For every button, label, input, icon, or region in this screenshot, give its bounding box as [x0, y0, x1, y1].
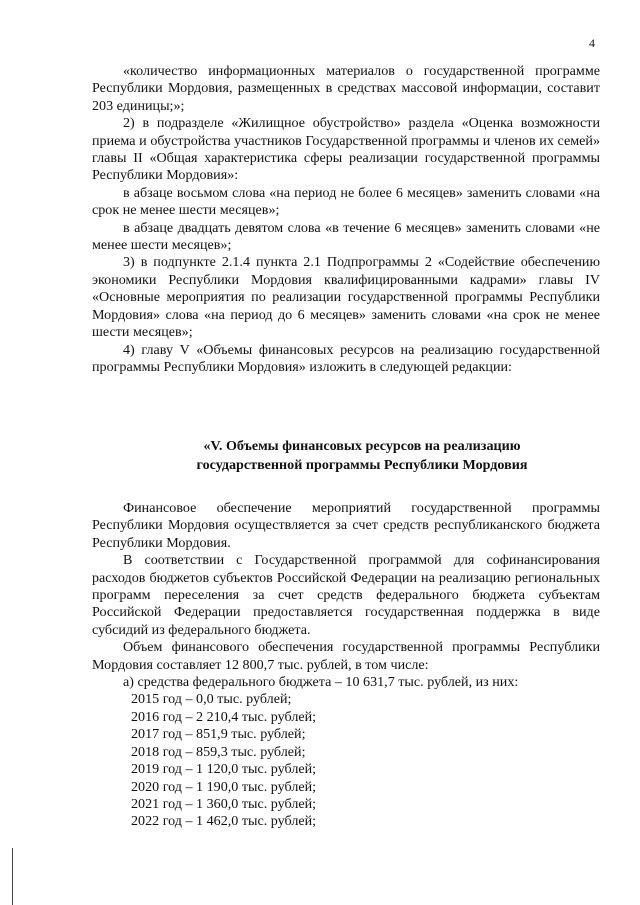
paragraph-abzac-8: в абзаце восьмом слова «на период не более 6 месяцев» заменить словами «на срок не менее шести месяцев»; [92, 184, 600, 219]
federal-budget-line: а) средства федерального бюджета – 10 631,7 тыс. рублей, из них: [123, 674, 519, 691]
section-heading-line-1: «V. Объемы финансовых ресурсов на реализацию [203, 438, 521, 454]
document-body-top [92, 63, 600, 376]
paragraph-cofinancing: В соответствии с Государственной программой для софинансирования расходов бюджетов субъектов Российской Федерации на реализацию региональных программ переселения за счет средств федерального бюджета субъектам Российской Федерации предоставляется государственная поддержка в виде субсидий из федерального бюджета. [92, 552, 600, 638]
list-item: 2016 год – 2 210,4 тыс. рублей; [131, 708, 317, 725]
list-item: 2015 год – 0,0 тыс. рублей; [131, 691, 292, 708]
page-number: 4 [589, 36, 595, 50]
list-item: 2017 год – 851,9 тыс. рублей; [131, 726, 306, 743]
paragraph-quote-info-materials: «количество информационных материалов о государственной программе Республики Мордовия, размещенных в средствах массовой информации, составит 203 единицы;»; [92, 63, 600, 114]
paragraph-item-2: 2) в подразделе «Жилищное обустройство» раздела «Оценка возможности приема и обустройства участников Государственной программы и членов их семей» главы II «Общая характеристика сферы реализации государственной программы Республики Мордовия»: [92, 115, 600, 184]
list-item: 2019 год – 1 120,0 тыс. рублей; [131, 761, 317, 778]
document-body-bottom [92, 500, 600, 831]
section-heading [92, 437, 632, 475]
list-item: 2018 год – 859,3 тыс. рублей; [131, 743, 306, 760]
paragraph-item-4: 4) главу V «Объемы финансовых ресурсов на реализацию государственной программы Республики Мордовия» изложить в следующей редакции: [92, 341, 600, 375]
scan-margin-line [12, 848, 13, 905]
paragraph-total-volume: Объем финансового обеспечения государственной программы Республики Мордовия составляет 12 800,7 тыс. рублей, в том числе: [92, 639, 600, 673]
paragraph-financing: Финансовое обеспечение мероприятий государственной программы Республики Мордовия осуществляется за счет средств республиканского бюджета Республики Мордовия. [92, 500, 600, 551]
paragraph-abzac-29: в абзаце двадцать девятом слова «в течение 6 месяцев» заменить словами «не менее шести месяцев»; [92, 219, 600, 254]
section-heading-line-2: государственной программы Республики Мордовия [196, 457, 528, 473]
list-item: 2020 год – 1 190,0 тыс. рублей; [131, 778, 317, 795]
years-list [92, 691, 600, 830]
list-item: 2021 год – 1 360,0 тыс. рублей; [131, 795, 317, 812]
list-item: 2022 год – 1 462,0 тыс. рублей; [131, 813, 317, 830]
paragraph-item-3: 3) в подпункте 2.1.4 пункта 2.1 Подпрограммы 2 «Содействие обеспечению экономики Республики Мордовия квалифицированными кадрами» главы IV «Основные мероприятия по реализации государственной программы Республики Мордовия» слова «на период до 6 месяцев» заменить словами «на срок не менее шести месяцев»; [92, 254, 600, 341]
